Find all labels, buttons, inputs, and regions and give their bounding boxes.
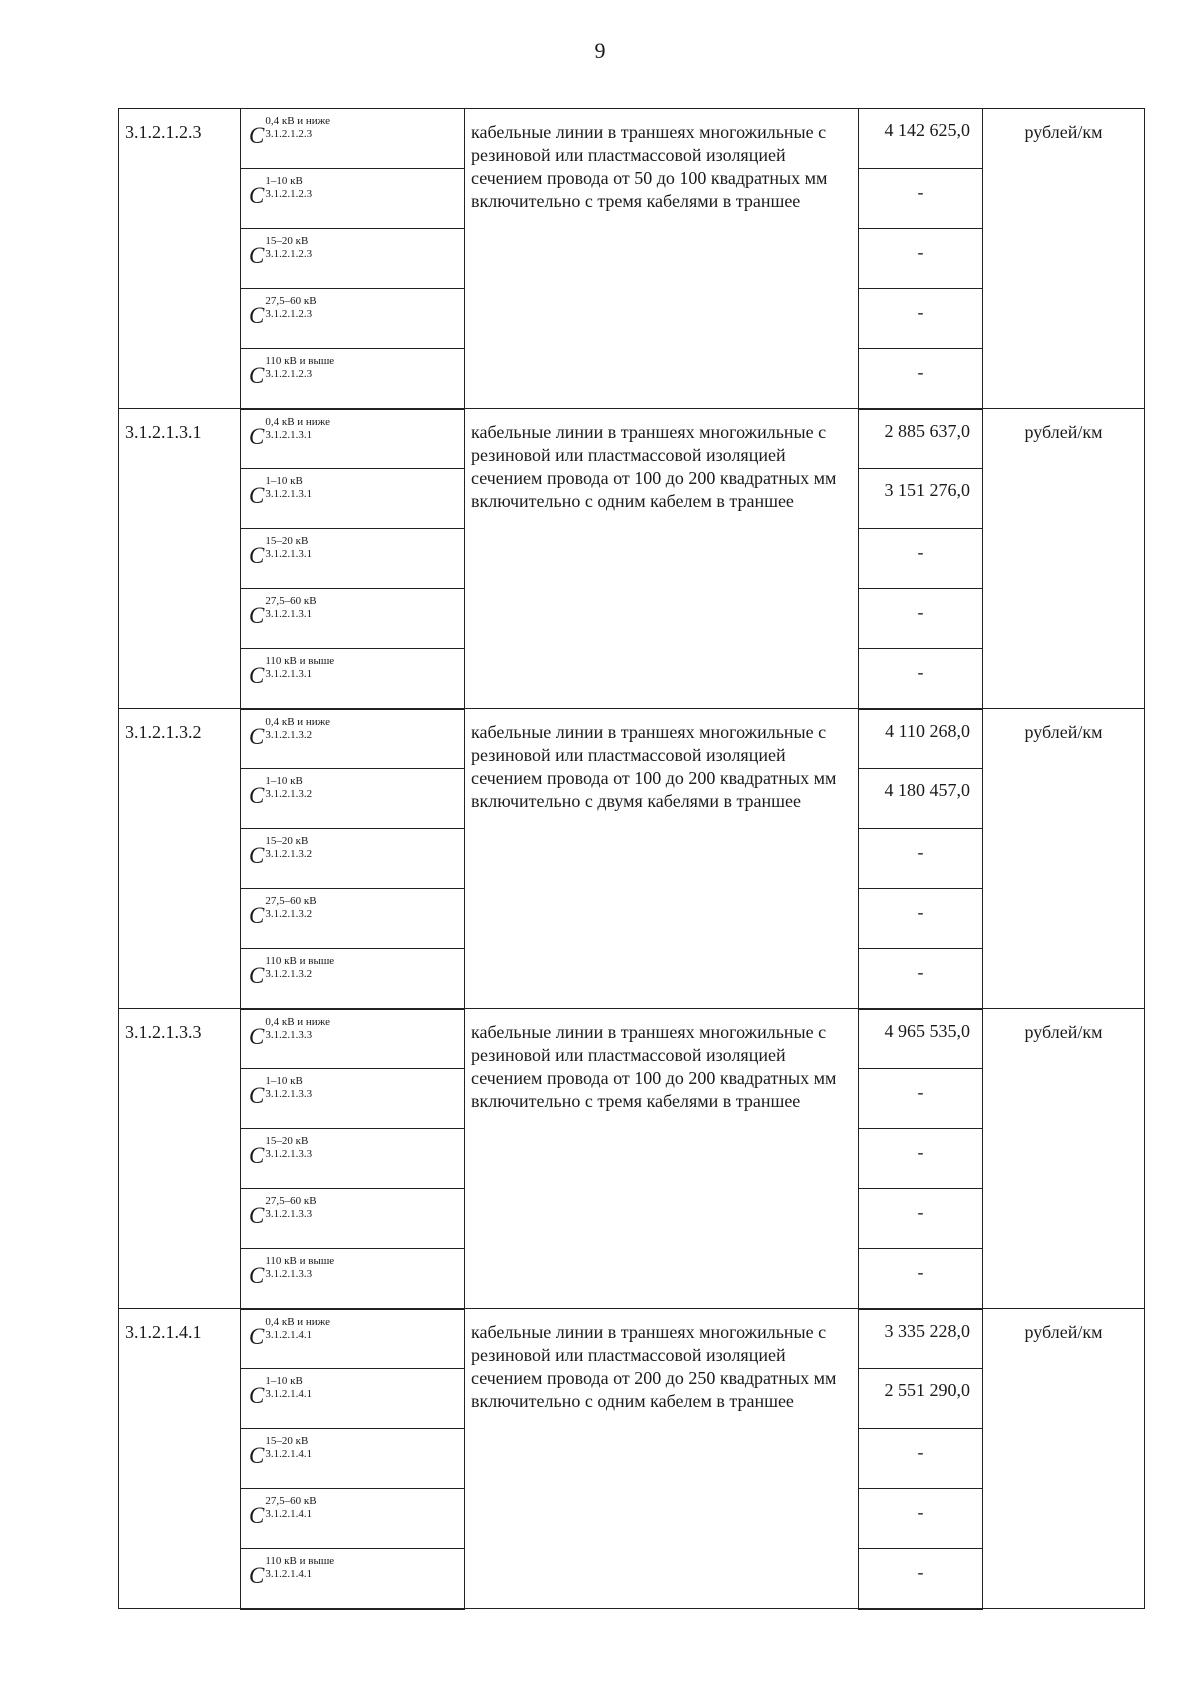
rate-symbol-cell [241, 769, 465, 829]
formula-code-subscript: 3.1.2.1.3.3 [265, 1148, 313, 1160]
rate-value-cell: 2 885 637,0 [859, 409, 983, 469]
rate-value-cell: 4 965 535,0 [859, 1009, 983, 1069]
rate-symbol-cell [241, 1129, 465, 1189]
rate-formula [249, 235, 312, 271]
formula-symbol: C [249, 1023, 265, 1049]
formula-voltage-superscript: 15–20 кВ [265, 535, 309, 547]
formula-voltage-superscript: 1–10 кВ [265, 1075, 303, 1087]
formula-symbol: C [249, 1323, 265, 1349]
formula-symbol: C [249, 963, 265, 988]
rate-symbol-cell [241, 589, 465, 649]
formula-voltage-superscript: 0,4 кВ и ниже [265, 715, 331, 728]
formula-code-subscript: 3.1.2.1.4.1 [265, 1448, 313, 1460]
rate-value-cell: - [859, 529, 983, 589]
rate-symbol-cell [241, 109, 465, 169]
rate-formula [249, 1016, 330, 1052]
formula-voltage-superscript: 1–10 кВ [265, 175, 303, 187]
formula-code-subscript: 3.1.2.1.2.3 [265, 308, 313, 320]
rate-symbol-cell [241, 649, 465, 709]
formula-symbol: C [249, 843, 265, 868]
formula-symbol: C [249, 603, 265, 628]
formula-symbol: C [249, 1083, 265, 1108]
unit-cell: рублей/км [983, 409, 1145, 709]
formula-code-subscript: 3.1.2.1.3.1 [265, 428, 313, 441]
rate-value-cell: 3 335 228,0 [859, 1309, 983, 1369]
formula-code-subscript: 3.1.2.1.4.1 [265, 1568, 313, 1580]
description-cell: кабельные линии в траншеях многожильные с резиновой или пластмассовой изоляцией сечением провода от 50 до 100 квадратных мм включительно с тремя кабелями в траншее [465, 109, 859, 409]
rate-symbol-cell [241, 1489, 465, 1549]
item-code-cell: 3.1.2.1.3.2 [119, 709, 241, 1009]
rate-value-cell: - [859, 1189, 983, 1249]
rate-formula [249, 1135, 312, 1171]
formula-code-subscript: 3.1.2.1.2.3 [265, 128, 313, 140]
formula-code-subscript: 3.1.2.1.3.1 [265, 668, 313, 680]
formula-code-subscript: 3.1.2.1.3.3 [265, 1268, 313, 1280]
rate-value-cell: - [859, 1069, 983, 1129]
formula-code-subscript: 3.1.2.1.4.1 [265, 1328, 313, 1341]
rate-value-cell: - [859, 589, 983, 649]
description-cell: кабельные линии в траншеях многожильные с резиновой или пластмассовой изоляцией сечением провода от 100 до 200 квадратных мм включительно с двумя кабелями в траншее [465, 709, 859, 1009]
rate-value-cell: - [859, 889, 983, 949]
rate-value-cell: - [859, 1249, 983, 1309]
formula-symbol: C [249, 303, 265, 328]
formula-voltage-superscript: 110 кВ и выше [265, 355, 335, 367]
formula-code-subscript: 3.1.2.1.2.3 [265, 248, 313, 260]
formula-code-subscript: 3.1.2.1.3.3 [265, 1208, 313, 1220]
formula-code-subscript: 3.1.2.1.3.2 [265, 788, 313, 800]
formula-symbol: C [249, 483, 265, 508]
rate-formula [249, 775, 312, 811]
rate-value-cell: - [859, 1489, 983, 1549]
rate-symbol-cell [241, 1069, 465, 1129]
formula-code-subscript: 3.1.2.1.2.3 [265, 368, 313, 380]
rate-formula [249, 1555, 334, 1591]
rate-symbol-cell [241, 469, 465, 529]
description-cell: кабельные линии в траншеях многожильные с резиновой или пластмассовой изоляцией сечением провода от 100 до 200 квадратных мм включительно с одним кабелем в траншее [465, 409, 859, 709]
formula-symbol: C [249, 543, 265, 568]
rate-symbol-cell [241, 889, 465, 949]
formula-voltage-superscript: 0,4 кВ и ниже [265, 415, 331, 428]
formula-voltage-superscript: 1–10 кВ [265, 775, 303, 787]
formula-voltage-superscript: 110 кВ и выше [265, 1255, 335, 1267]
formula-voltage-superscript: 110 кВ и выше [265, 655, 335, 667]
rate-symbol-cell [241, 1189, 465, 1249]
formula-voltage-superscript: 15–20 кВ [265, 1135, 309, 1147]
rate-symbol-cell [241, 229, 465, 289]
formula-symbol: C [249, 1383, 265, 1408]
formula-symbol: C [249, 1203, 265, 1228]
rate-formula [249, 1195, 317, 1231]
unit-cell: рублей/км [983, 1009, 1145, 1309]
rate-symbol-cell [241, 1009, 465, 1069]
table-row [119, 1009, 1145, 1069]
rate-formula [249, 115, 330, 151]
formula-voltage-superscript: 15–20 кВ [265, 235, 309, 247]
table-row [119, 1309, 1145, 1369]
rate-value-cell: - [859, 229, 983, 289]
rate-value-cell: - [859, 649, 983, 709]
rate-symbol-cell [241, 169, 465, 229]
rate-symbol-cell [241, 349, 465, 409]
formula-voltage-superscript: 1–10 кВ [265, 475, 303, 487]
formula-code-subscript: 3.1.2.1.3.2 [265, 848, 313, 860]
description-cell: кабельные линии в траншеях многожильные с резиновой или пластмассовой изоляцией сечением провода от 100 до 200 квадратных мм включительно с тремя кабелями в траншее [465, 1009, 859, 1309]
formula-symbol: C [249, 1143, 265, 1168]
tariff-table [118, 108, 1145, 1610]
rate-symbol-cell [241, 829, 465, 889]
item-code-cell: 3.1.2.1.3.1 [119, 409, 241, 709]
rate-formula [249, 1495, 317, 1531]
item-code-cell: 3.1.2.1.4.1 [119, 1309, 241, 1609]
rate-symbol-cell [241, 1549, 465, 1609]
unit-cell: рублей/км [983, 709, 1145, 1009]
rate-formula [249, 535, 312, 571]
formula-code-subscript: 3.1.2.1.2.3 [265, 188, 313, 200]
formula-symbol: C [249, 1503, 265, 1528]
formula-symbol: C [249, 1563, 265, 1588]
rate-formula [249, 355, 334, 391]
rate-value-cell: - [859, 1429, 983, 1489]
formula-voltage-superscript: 1–10 кВ [265, 1375, 303, 1387]
rate-formula [249, 175, 312, 211]
rate-symbol-cell [241, 409, 465, 469]
formula-voltage-superscript: 0,4 кВ и ниже [265, 1015, 331, 1028]
rate-symbol-cell [241, 1249, 465, 1309]
formula-code-subscript: 3.1.2.1.3.3 [265, 1028, 313, 1041]
formula-code-subscript: 3.1.2.1.4.1 [265, 1388, 313, 1400]
description-cell: кабельные линии в траншеях многожильные с резиновой или пластмассовой изоляцией сечением провода от 200 до 250 квадратных мм включительно с одним кабелем в траншее [465, 1309, 859, 1609]
formula-symbol: C [249, 1263, 265, 1288]
rate-formula [249, 955, 334, 991]
rate-formula [249, 716, 330, 752]
formula-code-subscript: 3.1.2.1.3.1 [265, 608, 313, 620]
rate-symbol-cell [241, 1309, 465, 1369]
formula-symbol: C [249, 423, 265, 449]
formula-symbol: C [249, 903, 265, 928]
rate-value-cell: 4 180 457,0 [859, 769, 983, 829]
rate-symbol-cell [241, 1369, 465, 1429]
formula-code-subscript: 3.1.2.1.3.1 [265, 488, 313, 500]
formula-code-subscript: 3.1.2.1.3.2 [265, 968, 313, 980]
rate-formula [249, 835, 312, 871]
item-code-cell: 3.1.2.1.3.3 [119, 1009, 241, 1309]
rate-formula [249, 1075, 312, 1111]
rate-formula [249, 475, 312, 511]
formula-symbol: C [249, 723, 265, 749]
formula-voltage-superscript: 110 кВ и выше [265, 955, 335, 967]
rate-value-cell: - [859, 1129, 983, 1189]
tariff-table-body [119, 109, 1145, 1609]
rate-symbol-cell [241, 1429, 465, 1489]
formula-voltage-superscript: 0,4 кВ и ниже [265, 1315, 331, 1328]
rate-value-cell: 4 110 268,0 [859, 709, 983, 769]
rate-formula [249, 295, 317, 331]
unit-cell: рублей/км [983, 1309, 1145, 1609]
table-row [119, 109, 1145, 169]
rate-formula [249, 416, 330, 452]
formula-symbol: C [249, 243, 265, 268]
formula-voltage-superscript: 27,5–60 кВ [265, 295, 317, 307]
rate-value-cell: - [859, 349, 983, 409]
rate-value-cell: - [859, 1549, 983, 1609]
rate-value-cell: - [859, 949, 983, 1009]
formula-code-subscript: 3.1.2.1.4.1 [265, 1508, 313, 1520]
rate-formula [249, 1255, 334, 1291]
rate-value-cell: - [859, 289, 983, 349]
formula-voltage-superscript: 15–20 кВ [265, 835, 309, 847]
formula-symbol: C [249, 123, 265, 148]
formula-code-subscript: 3.1.2.1.3.1 [265, 548, 313, 560]
formula-symbol: C [249, 783, 265, 808]
table-row [119, 409, 1145, 469]
formula-voltage-superscript: 27,5–60 кВ [265, 595, 317, 607]
formula-symbol: C [249, 363, 265, 388]
rate-value-cell: 4 142 625,0 [859, 109, 983, 169]
rate-formula [249, 895, 317, 931]
page-number: 9 [594, 38, 606, 63]
item-code-cell: 3.1.2.1.2.3 [119, 109, 241, 409]
formula-code-subscript: 3.1.2.1.3.3 [265, 1088, 313, 1100]
rate-value-cell: - [859, 169, 983, 229]
rate-symbol-cell [241, 709, 465, 769]
formula-voltage-superscript: 15–20 кВ [265, 1435, 309, 1447]
rate-formula [249, 1435, 312, 1471]
formula-voltage-superscript: 27,5–60 кВ [265, 895, 317, 907]
rate-value-cell: 2 551 290,0 [859, 1369, 983, 1429]
formula-symbol: C [249, 1443, 265, 1468]
rate-formula [249, 1316, 330, 1352]
unit-cell: рублей/км [983, 109, 1145, 409]
formula-code-subscript: 3.1.2.1.3.2 [265, 908, 313, 920]
rate-value-cell: - [859, 829, 983, 889]
rate-value-cell: 3 151 276,0 [859, 469, 983, 529]
rate-symbol-cell [241, 529, 465, 589]
formula-code-subscript: 3.1.2.1.3.2 [265, 728, 313, 741]
rate-formula [249, 655, 334, 691]
formula-symbol: C [249, 663, 265, 688]
table-row [119, 709, 1145, 769]
formula-voltage-superscript: 27,5–60 кВ [265, 1195, 317, 1207]
rate-symbol-cell [241, 949, 465, 1009]
formula-voltage-superscript: 27,5–60 кВ [265, 1495, 317, 1507]
rate-formula [249, 1375, 312, 1411]
rate-formula [249, 595, 317, 631]
formula-symbol: C [249, 183, 265, 208]
rate-symbol-cell [241, 289, 465, 349]
formula-voltage-superscript: 110 кВ и выше [265, 1555, 335, 1567]
formula-voltage-superscript: 0,4 кВ и ниже [265, 115, 331, 127]
